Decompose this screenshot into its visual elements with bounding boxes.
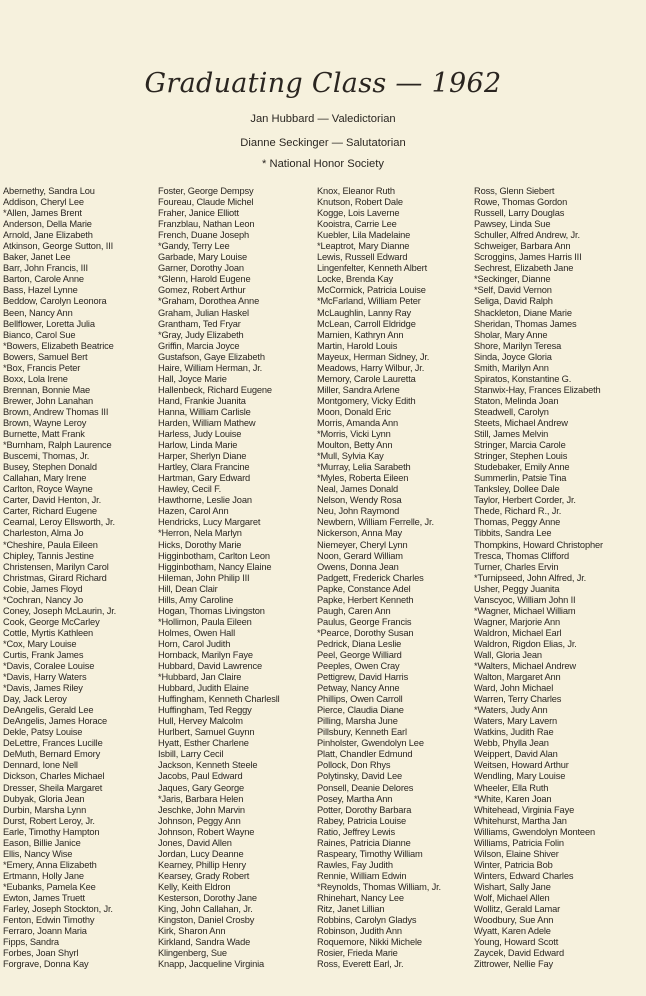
graduate-name: Kooistra, Carrie Lee: [317, 219, 397, 230]
graduate-name: Cobie, James Floyd: [3, 583, 83, 594]
graduate-name: Ertmann, Holly Jane: [3, 870, 84, 881]
graduate-name: Neu, John Raymond: [317, 506, 400, 517]
graduate-name: *Cochran, Nancy Jo: [3, 594, 83, 605]
graduate-name: Polytinsky, David Lee: [317, 771, 403, 782]
graduate-name: Thompkins, Howard Christopher: [474, 539, 603, 550]
graduate-name: Wyatt, Karen Adele: [474, 926, 551, 937]
graduate-name: *Turnipseed, John Alfred, Jr.: [474, 572, 587, 583]
graduate-name: Addison, Cheryl Lee: [3, 197, 84, 208]
graduate-name: Dekle, Patsy Louise: [3, 727, 83, 738]
graduate-name: Niemeyer, Cheryl Lynn: [317, 539, 408, 550]
graduate-name: Busey, Stephen Donald: [3, 462, 97, 473]
graduate-name: Webb, Phylla Jean: [474, 738, 549, 749]
graduate-name: Buscemi, Thomas, Jr.: [3, 451, 90, 462]
graduate-name: Wall, Gloria Jean: [474, 649, 542, 660]
graduate-name: Hogan, Thomas Livingston: [158, 605, 265, 616]
graduate-name: Burnette, Matt Frank: [3, 429, 85, 440]
graduate-name: *Emery, Anna Elizabeth: [3, 859, 97, 870]
graduate-name: *Bowers, Elizabeth Beatrice: [3, 340, 114, 351]
graduate-name: Zaycek, David Edward: [474, 948, 565, 959]
graduate-name: Brennan, Bonnie Mae: [3, 384, 91, 395]
graduate-name: Pedrick, Diana Leslie: [317, 638, 402, 649]
graduate-name: Raspeary, Timothy William: [317, 848, 423, 859]
graduate-name: Rosier, Frieda Marie: [317, 948, 398, 959]
graduate-name: Wagner, Marjorie Ann: [474, 616, 561, 627]
graduate-name: Ponsell, Deanie Delores: [317, 782, 414, 793]
graduate-name: Callahan, Mary Irene: [3, 473, 87, 484]
graduate-name: Moulton, Betty Ann: [317, 440, 393, 451]
graduate-name: Eason, Billie Janice: [3, 837, 81, 848]
graduate-name: Atkinson, George Sutton, III: [3, 241, 114, 252]
graduate-name: Pawsey, Linda Sue: [474, 219, 551, 230]
graduate-name: Wishart, Sally Jane: [474, 881, 551, 892]
graduate-name: Hazen, Carol Ann: [158, 506, 229, 517]
graduate-name: Seliga, David Ralph: [474, 296, 553, 307]
graduate-name: Robbins, Carolyn Gladys: [317, 915, 417, 926]
graduate-name: Kirk, Sharon Ann: [158, 926, 226, 937]
graduate-name: Fenton, Edwin Timothy: [3, 915, 95, 926]
graduate-name: Meadows, Harry Wilbur, Jr.: [317, 362, 425, 373]
graduate-name: Kogge, Lois Laverne: [317, 208, 400, 219]
graduate-name: Waldron, Michael Earl: [474, 627, 562, 638]
graduate-name: *Murray, Lelia Sarabeth: [317, 462, 411, 473]
graduate-name: Sinda, Joyce Gloria: [474, 351, 552, 362]
graduate-name: Cook, George McCarley: [3, 616, 100, 627]
graduate-name: Brown, Andrew Thomas III: [3, 406, 109, 417]
graduate-name: Graham, Julian Haskel: [158, 307, 249, 318]
graduate-name: Mayeux, Herman Sidney, Jr.: [317, 351, 430, 362]
graduate-name: Vanscyoc, William John II: [474, 594, 576, 605]
graduate-name: *Leaptrot, Mary Dianne: [317, 241, 410, 252]
graduate-name: Newbern, William Ferrelle, Jr.: [317, 517, 434, 528]
graduate-name: Platt, Chandler Edmund: [317, 749, 413, 760]
graduate-name: *Burnham, Ralph Laurence: [3, 440, 112, 451]
graduate-name: Hubbard, David Lawrence: [158, 661, 263, 672]
graduate-name: Waters, Mary Lavern: [474, 716, 558, 727]
graduate-name: *Herron, Nela Marlyn: [158, 528, 242, 539]
graduate-name: Noon, Gerard William: [317, 550, 403, 561]
graduate-name: Hill, Dean Clair: [158, 583, 218, 594]
name-column-2: [158, 186, 280, 970]
graduate-name: Schweiger, Barbara Ann: [474, 241, 571, 252]
graduate-name: *McFarland, William Peter: [317, 296, 421, 307]
graduate-name: Arnold, Jane Elizabeth: [3, 230, 93, 241]
graduate-name: Morris, Amanda Ann: [317, 417, 399, 428]
graduate-name: Fipps, Sandra: [3, 937, 59, 948]
graduate-name: Bass, Hazel Lynne: [3, 285, 78, 296]
graduate-name: Pinholster, Gwendolyn Lee: [317, 738, 424, 749]
graduate-name: Foster, George Dempsy: [158, 186, 254, 196]
graduate-name: Walton, Margaret Ann: [474, 672, 561, 683]
graduate-name: Durst, Robert Leroy, Jr.: [3, 815, 95, 826]
graduate-name: *Davis, Coralee Louise: [3, 661, 95, 672]
graduate-name: Scroggins, James Harris III: [474, 252, 582, 263]
graduate-name: Horn, Carol Judith: [158, 638, 231, 649]
graduate-name: Barr, John Francis, III: [3, 263, 88, 274]
graduate-name: Pillsbury, Kenneth Earl: [317, 727, 407, 738]
graduate-name: Turner, Charles Ervin: [474, 561, 559, 572]
graduate-name: Jones, David Allen: [158, 837, 232, 848]
graduate-name: Carter, Richard Eugene: [3, 506, 97, 517]
graduate-name: Cearnal, Leroy Ellsworth, Jr.: [3, 517, 115, 528]
graduate-name: Charleston, Alma Jo: [3, 528, 84, 539]
graduate-name: *White, Karen Joan: [474, 793, 552, 804]
graduate-name: Lewis, Russell Edward: [317, 252, 408, 263]
graduate-name: Nelson, Wendy Rosa: [317, 495, 402, 506]
graduate-name: Knox, Eleanor Ruth: [317, 186, 395, 196]
graduate-name: Papke, Herbert Kenneth: [317, 594, 414, 605]
graduate-name: Bellflower, Loretta Julia: [3, 318, 95, 329]
graduate-name: Petway, Nancy Anne: [317, 683, 400, 694]
graduate-name: Martin, Harold Louis: [317, 340, 398, 351]
graduate-name: Grantham, Ted Fryar: [158, 318, 241, 329]
graduate-name: Hills, Amy Caroline: [158, 594, 234, 605]
graduate-name: Weitsen, Howard Arthur: [474, 760, 569, 771]
graduate-name: Paulus, George Francis: [317, 616, 412, 627]
graduate-name: *Waters, Judy Ann: [474, 705, 548, 716]
graduate-name: Spiratos, Konstantine G.: [474, 373, 572, 384]
graduate-name: Franzblau, Nathan Leon: [158, 219, 255, 230]
graduate-name: Stringer, Stephen Louis: [474, 451, 568, 462]
graduate-name: Kesterson, Dorothy Jane: [158, 893, 257, 903]
graduate-name: Harper, Sherlyn Diane: [158, 451, 247, 462]
graduate-name: Marnien, Kathryn Ann: [317, 329, 404, 340]
graduate-name: Locke, Brenda Kay: [317, 274, 394, 285]
graduate-name: Harless, Judy Louise: [158, 429, 242, 440]
graduate-name: Tibbits, Sandra Lee: [474, 528, 552, 539]
graduate-name: Peeples, Owen Cray: [317, 661, 400, 672]
graduate-name: Moon, Donald Eric: [317, 406, 391, 417]
graduate-name: *Cox, Mary Louise: [3, 638, 77, 649]
graduate-name: *Davis, James Riley: [3, 683, 83, 694]
graduate-name: Ritz, Janet Lillian: [317, 904, 385, 915]
graduate-name: Sholar, Mary Anne: [474, 329, 548, 340]
graduate-name: Higginbotham, Nancy Elaine: [158, 561, 272, 572]
graduate-name: Dickson, Charles Michael: [3, 771, 105, 782]
graduate-name: Higginbotham, Carlton Leon: [158, 550, 270, 561]
graduate-name: *Allen, James Brent: [3, 208, 82, 219]
graduate-name: Thede, Richard R., Jr.: [474, 506, 562, 517]
graduate-name: Waldron, Rigdon Elias, Jr.: [474, 638, 577, 649]
graduate-name: Holmes, Owen Hall: [158, 627, 236, 638]
graduate-name: Wheeler, Ella Ruth: [474, 782, 549, 793]
graduate-name: Anderson, Della Marie: [3, 219, 92, 230]
graduate-name: Rowe, Thomas Gordon: [474, 197, 568, 208]
graduate-name: Ross, Glenn Siebert: [474, 186, 555, 196]
graduate-name: Jaques, Gary George: [158, 782, 245, 793]
graduate-name: Schuller, Alfred Andrew, Jr.: [474, 230, 580, 241]
graduate-name: Ratio, Jeffrey Lewis: [317, 826, 395, 837]
valedictorian-line: Jan Hubbard — Valedictorian: [250, 113, 396, 125]
graduate-name: Isbill, Larry Cecil: [158, 749, 224, 760]
graduate-name: *Jaris, Barbara Helen: [158, 793, 244, 804]
graduate-name: Garbade, Mary Louise: [158, 252, 247, 263]
graduate-name: Johnson, Robert Wayne: [158, 826, 255, 837]
graduate-name: Rabey, Patricia Louise: [317, 815, 407, 826]
graduate-name: Dennard, Ione Nell: [3, 760, 78, 771]
graduate-name: Stanwix-Hay, Frances Elizabeth: [474, 384, 601, 395]
graduate-name: Knapp, Jacqueline Virginia: [158, 959, 265, 970]
graduate-name: Gomez, Robert Arthur: [158, 285, 246, 296]
graduate-name: Barton, Carole Anne: [3, 274, 84, 285]
graduate-name: *Self, David Vernon: [474, 285, 552, 296]
graduate-name: Johnson, Peggy Ann: [158, 815, 241, 826]
graduate-name: *Walters, Michael Andrew: [474, 661, 576, 672]
graduate-name: Jacobs, Paul Edward: [158, 771, 243, 782]
graduate-name: Day, Jack Leroy: [3, 694, 67, 705]
page-title: Graduating Class — 1962: [144, 68, 502, 99]
graduate-name: Kingston, Daniel Crosby: [158, 915, 255, 926]
graduate-name: Zittrower, Nellie Fay: [474, 959, 553, 970]
honor-society-note: * National Honor Society: [262, 158, 384, 170]
graduate-name: Wendling, Mary Louise: [474, 771, 566, 782]
graduate-name: Chipley, Tannis Jestine: [3, 550, 94, 561]
graduate-name: Kearney, Phillip Henry: [158, 859, 246, 870]
graduate-name: Coney, Joseph McLaurin, Jr.: [3, 605, 117, 616]
graduate-name: Williams, Patricia Folin: [474, 837, 564, 848]
graduate-name: Foureau, Claude Michel: [158, 197, 254, 208]
graduate-name: Cottle, Myrtis Kathleen: [3, 627, 94, 638]
graduate-name: French, Duane Joseph: [158, 230, 250, 241]
graduate-name: Rawles, Fay Judith: [317, 859, 393, 870]
graduate-name: McLaughlin, Lanny Ray: [317, 307, 412, 318]
graduate-name: Pierce, Claudia Diane: [317, 705, 404, 716]
graduate-name: King, John Callahan, Jr.: [158, 904, 253, 915]
graduate-name: Winter, Patricia Bob: [474, 859, 553, 870]
graduate-name: Hartley, Clara Francine: [158, 462, 250, 473]
graduate-name: Steadwell, Carolyn: [474, 406, 549, 417]
graduate-name: *Cheshire, Paula Eileen: [3, 539, 98, 550]
graduate-name: McCormick, Patricia Louise: [317, 285, 426, 296]
graduate-name: Harden, William Mathew: [158, 417, 256, 428]
graduate-name: Brown, Wayne Leroy: [3, 417, 87, 428]
graduate-name: Papke, Constance Adel: [317, 583, 411, 594]
graduate-name: Tanksley, Dollee Dale: [474, 484, 560, 495]
graduate-name: Hand, Frankie Juanita: [158, 395, 246, 406]
graduate-name: Thomas, Peggy Anne: [474, 517, 561, 528]
graduate-name: Owens, Donna Jean: [317, 561, 399, 572]
graduate-name: Peel, George Williard: [317, 649, 402, 660]
graduate-name: Boxx, Lola Irene: [3, 373, 68, 384]
graduate-name: Forgrave, Donna Kay: [3, 959, 89, 970]
graduate-name: Rhinehart, Nancy Lee: [317, 893, 404, 903]
graduate-name: Russell, Larry Douglas: [474, 208, 565, 219]
graduate-name: Raines, Patricia Dianne: [317, 837, 411, 848]
graduate-name: Woodbury, Sue Ann: [474, 915, 554, 926]
graduate-name: *Gray, Judy Elizabeth: [158, 329, 244, 340]
graduate-name: Garner, Dorothy Joan: [158, 263, 244, 274]
graduate-name: Studebaker, Emily Anne: [474, 462, 570, 473]
graduate-name: Huffingham, Ted Reggy: [158, 705, 252, 716]
graduate-name: Huffingham, Kenneth Charlesll: [158, 694, 280, 705]
graduate-name: Miller, Sandra Arlene: [317, 384, 400, 395]
graduate-name: Hall, Joyce Marie: [158, 373, 227, 384]
graduate-name: Sheridan, Thomas James: [474, 318, 577, 329]
graduate-name: Whitehead, Virginia Faye: [474, 804, 575, 815]
graduate-name: Kearsey, Grady Robert: [158, 870, 250, 881]
graduate-name: Christmas, Girard Richard: [3, 572, 107, 583]
graduate-name: Beddow, Carolyn Leonora: [3, 296, 107, 307]
graduate-name: Pilling, Marsha June: [317, 716, 398, 727]
graduate-name: Bowers, Samuel Bert: [3, 351, 88, 362]
graduate-name: Whitehurst, Martha Jan: [474, 815, 567, 826]
graduate-name: Jordan, Lucy Deanne: [158, 848, 244, 859]
graduate-name: Rennie, William Edwin: [317, 870, 407, 881]
graduate-name: *Pearce, Dorothy Susan: [317, 627, 414, 638]
graduate-name: Griffin, Marcia Joyce: [158, 340, 240, 351]
graduate-name: Dresser, Sheila Margaret: [3, 782, 103, 793]
graduate-name: Williams, Gwendolyn Monteen: [474, 826, 595, 837]
graduate-name: Abernethy, Sandra Lou: [3, 186, 95, 196]
graduate-name: Kuebler, Lila Madelaine: [317, 230, 411, 241]
graduate-name: Shore, Marilyn Teresa: [474, 340, 562, 351]
graduate-name: *Seckinger, Dianne: [474, 274, 551, 285]
graduate-name: *Eubanks, Pamela Kee: [3, 881, 96, 892]
graduate-name: Knutson, Robert Dale: [317, 197, 403, 208]
graduate-name: Hanna, William Carlisle: [158, 406, 251, 417]
graduate-name: Weippert, David Alan: [474, 749, 558, 760]
graduate-name: Memory, Carole Lauretta: [317, 373, 416, 384]
graduate-name: Steets, Michael Andrew: [474, 417, 568, 428]
graduate-name: Ross, Everett Earl, Jr.: [317, 959, 404, 970]
graduate-name: Staton, Melinda Joan: [474, 395, 559, 406]
graduate-name: Forbes, Joan Shyrl: [3, 948, 79, 959]
graduate-name: Pettigrew, David Harris: [317, 672, 409, 683]
graduate-name: Dubyak, Gloria Jean: [3, 793, 85, 804]
graduate-name: Montgomery, Vicky Edith: [317, 395, 416, 406]
graduate-name: Ferraro, Joann Maria: [3, 926, 87, 937]
graduate-name: Hawley, Cecil F.: [158, 484, 222, 495]
graduate-name: Potter, Dorothy Barbara: [317, 804, 412, 815]
graduate-name: Curtis, Frank James: [3, 649, 84, 660]
graduate-name: Lingenfelter, Kenneth Albert: [317, 263, 428, 274]
graduate-name: Fraher, Janice Elliott: [158, 208, 239, 219]
graduate-name: Neal, James Donald: [317, 484, 399, 495]
graduate-name: Farley, Joseph Stockton, Jr.: [3, 904, 113, 915]
graduate-name: DeMuth, Bernard Emory: [3, 749, 101, 760]
graduate-name: Robinson, Judith Ann: [317, 926, 402, 937]
graduate-name: Ewton, James Truett: [3, 893, 85, 903]
graduate-name: Stringer, Marcia Carole: [474, 440, 566, 451]
graduate-name: Hendricks, Lucy Margaret: [158, 517, 261, 528]
graduate-name: Hileman, John Philip III: [158, 572, 250, 583]
graduate-name: *Wagner, Michael William: [474, 605, 576, 616]
graduate-name: Tresca, Thomas Clifford: [474, 550, 570, 561]
graduate-name: Jackson, Kenneth Steele: [158, 760, 258, 771]
graduate-name: Kelly, Keith Eldron: [158, 881, 231, 892]
graduate-name: Ellis, Nancy Wise: [3, 848, 73, 859]
graduate-name: Hyatt, Esther Charlene: [158, 738, 249, 749]
graduate-name: Carter, David Henton, Jr.: [3, 495, 102, 506]
graduate-name: Usher, Peggy Juanita: [474, 583, 560, 594]
graduate-name: Roquemore, Nikki Michele: [317, 937, 422, 948]
graduate-name: Hubbard, Judith Elaine: [158, 683, 249, 694]
graduate-name: *Reynolds, Thomas William, Jr.: [317, 881, 441, 892]
graduate-name: Still, James Melvin: [474, 429, 549, 440]
graduate-name: Gustafson, Gaye Elizabeth: [158, 351, 265, 362]
graduate-name: Baker, Janet Lee: [3, 252, 71, 263]
graduate-name: Hurlbert, Samuel Guynn: [158, 727, 255, 738]
graduate-name: Haire, William Herman, Jr.: [158, 362, 263, 373]
graduate-name: Watkins, Judith Rae: [474, 727, 554, 738]
graduate-name: Hawthorne, Leslie Joan: [158, 495, 252, 506]
graduate-name: Ward, John Michael: [474, 683, 554, 694]
graduate-name: DeAngelis, James Horace: [3, 716, 108, 727]
graduate-name: DeAngelis, Gerald Lee: [3, 705, 94, 716]
graduate-name: Hornback, Marilyn Faye: [158, 649, 253, 660]
graduate-name: Kirkland, Sandra Wade: [158, 937, 251, 948]
graduate-name: *Glenn, Harold Eugene: [158, 274, 251, 285]
graduate-name: Wilson, Elaine Shiver: [474, 848, 559, 859]
graduate-name: Pollock, Don Rhys: [317, 760, 391, 771]
graduate-name: Been, Nancy Ann: [3, 307, 73, 318]
salutatorian-line: Dianne Seckinger — Salutatorian: [240, 137, 406, 149]
name-column-4: [474, 186, 603, 970]
graduate-name: Shackleton, Diane Marie: [474, 307, 572, 318]
graduate-name: *Hubbard, Jan Claire: [158, 672, 242, 683]
graduate-name: Phillips, Owen Carroll: [317, 694, 403, 705]
graduate-name: Durbin, Marsha Lynn: [3, 804, 87, 815]
graduate-name: Padgett, Frederick Charles: [317, 572, 424, 583]
graduate-name: Klingenberg, Sue: [158, 948, 227, 959]
graduate-name: *Box, Francis Peter: [3, 362, 81, 373]
graduate-name: Posey, Martha Ann: [317, 793, 393, 804]
graduate-name: *Mull, Sylvia Kay: [317, 451, 384, 462]
graduate-name: McLean, Carroll Eldridge: [317, 318, 416, 329]
graduate-name: *Morris, Vicki Lynn: [317, 429, 391, 440]
graduate-name: Smith, Marilyn Ann: [474, 362, 549, 373]
graduate-name: Harlow, Linda Marie: [158, 440, 238, 451]
graduate-name: Paugh, Caren Ann: [317, 605, 391, 616]
graduate-name: Earle, Timothy Hampton: [3, 826, 100, 837]
name-column-3: [317, 186, 441, 970]
graduate-name: Wollitz, Gerald Lamar: [474, 904, 561, 915]
graduate-name: *Hollimon, Paula Eileen: [158, 616, 252, 627]
graduate-name: Young, Howard Scott: [474, 937, 559, 948]
graduate-name: DeLettre, Frances Lucille: [3, 738, 103, 749]
graduate-name: Brewer, John Lanahan: [3, 395, 94, 406]
graduate-name: Wolf, Michael Allen: [474, 893, 550, 903]
graduate-name: *Myles, Roberta Eileen: [317, 473, 409, 484]
graduate-name: Christensen, Marilyn Carol: [3, 561, 109, 572]
graduate-name: Taylor, Herbert Corder, Jr.: [474, 495, 576, 506]
graduate-name: Carlton, Royce Wayne: [3, 484, 93, 495]
graduate-name: Bianco, Carol Sue: [3, 329, 76, 340]
graduate-name: *Graham, Dorothea Anne: [158, 296, 260, 307]
graduate-name: Hull, Hervey Malcolm: [158, 716, 243, 727]
graduate-name: Winters, Edward Charles: [474, 870, 574, 881]
graduate-name: Summerlin, Patsie Tina: [474, 473, 567, 484]
graduate-name: Hartman, Gary Edward: [158, 473, 251, 484]
name-column-1: [3, 186, 116, 970]
graduate-name: *Gandy, Terry Lee: [158, 241, 230, 252]
graduate-name: Hicks, Dorothy Marie: [158, 539, 242, 550]
graduate-name: *Davis, Harry Waters: [3, 672, 87, 683]
graduate-name: Nickerson, Anna May: [317, 528, 402, 539]
graduate-name: Warren, Terry Charles: [474, 694, 562, 705]
graduate-name: Sechrest, Elizabeth Jane: [474, 263, 574, 274]
graduate-name: Hallenbeck, Richard Eugene: [158, 384, 272, 395]
graduate-name: Jeschke, John Marvin: [158, 804, 245, 815]
